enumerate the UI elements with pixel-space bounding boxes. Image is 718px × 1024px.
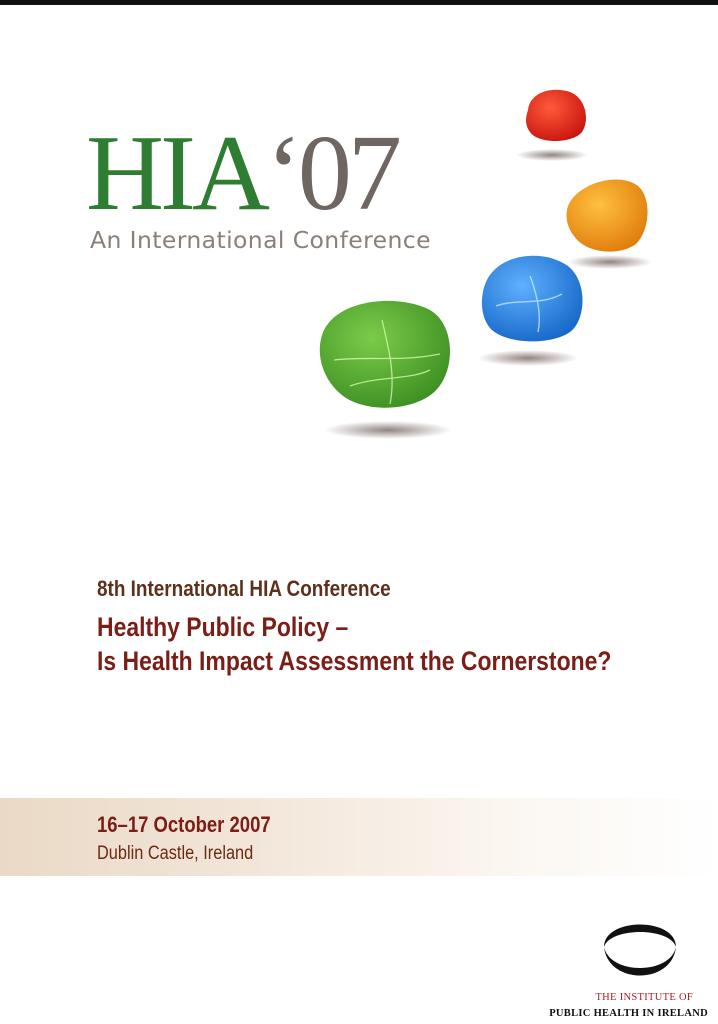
green-pebble-shadow xyxy=(324,421,452,439)
organiser-name xyxy=(549,990,708,1022)
organiser-line1: THE INSTITUTE OF xyxy=(595,992,693,1003)
green-pebble xyxy=(320,301,450,408)
red-pebble-shadow xyxy=(516,149,588,161)
blue-pebble-shadow xyxy=(478,350,578,366)
event-dates: 16–17 October 2007 xyxy=(97,812,271,837)
event-venue: Dublin Castle, Ireland xyxy=(97,843,254,864)
organiser-line2: PUBLIC HEALTH IN IRELAND xyxy=(549,1008,708,1019)
event-details xyxy=(97,812,304,865)
top-border xyxy=(0,0,718,5)
title-year: ‘07 xyxy=(265,114,398,233)
conference-theme-line1: Healthy Public Policy – xyxy=(97,612,349,642)
title-main: HIA xyxy=(86,114,266,233)
page-subtitle: An International Conference xyxy=(90,226,431,254)
orange-pebble-shadow xyxy=(568,255,652,269)
blue-pebble xyxy=(482,256,583,342)
institute-logo-icon xyxy=(600,905,680,985)
conference-theme-line2: Is Health Impact Assessment the Cornerstone? xyxy=(97,646,612,676)
orange-pebble xyxy=(567,179,648,251)
conference-heading xyxy=(97,576,702,678)
conference-edition: 8th International HIA Conference xyxy=(97,576,391,601)
pebbles-illustration xyxy=(290,70,670,450)
red-pebble xyxy=(526,90,586,141)
